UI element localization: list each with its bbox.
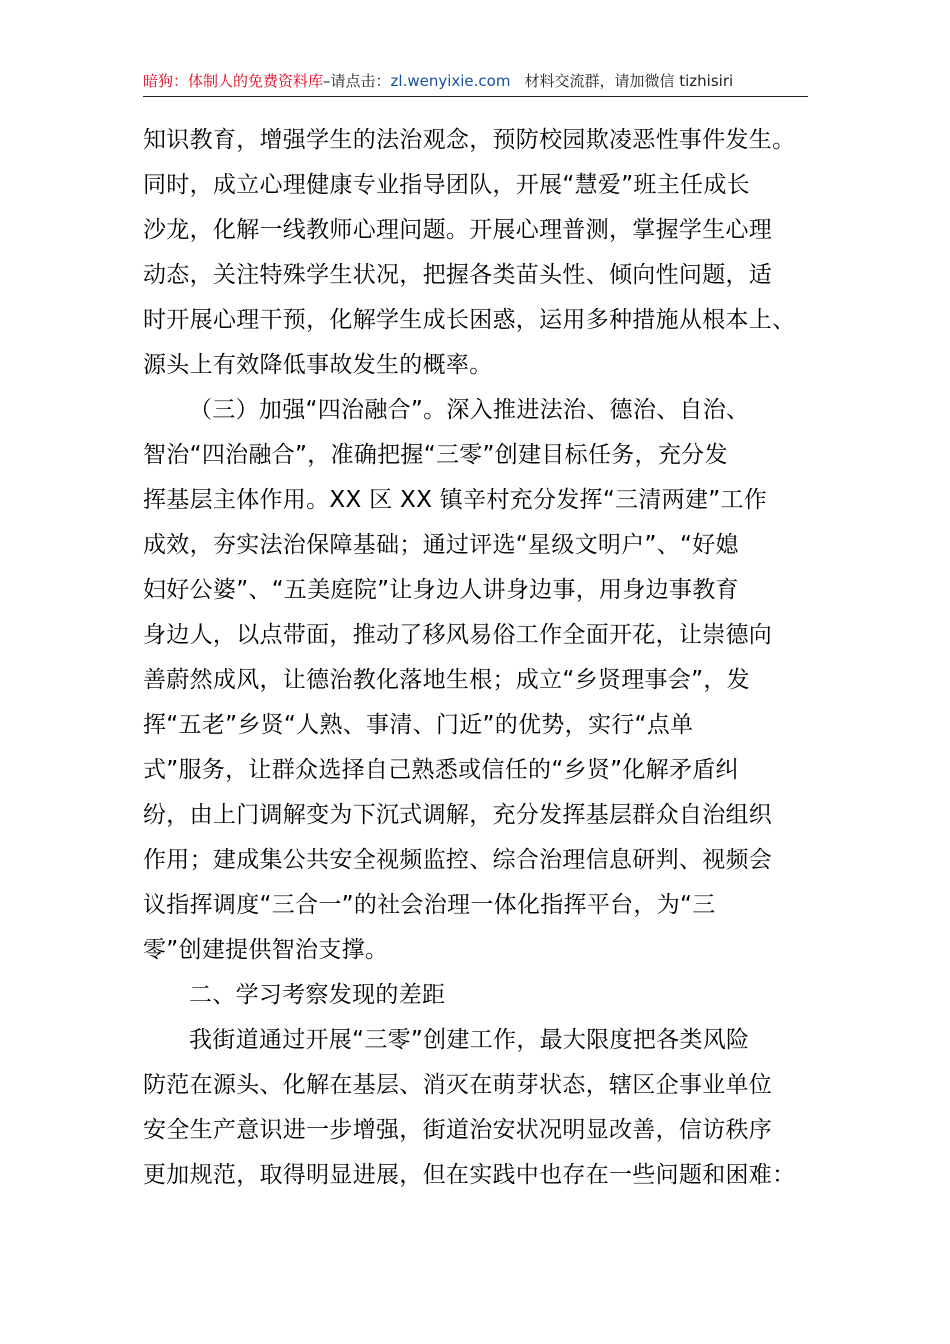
text-line: 纷，由上门调解变为下沉式调解，充分发挥基层群众自治组织 <box>143 802 773 828</box>
header-brand: 暗狗：体制人的免费资料库 <box>143 72 324 90</box>
text-line: 动态，关注特殊学生状况，把握各类苗头性、倾向性问题，适 <box>143 262 773 288</box>
text-line: 挥基层主体作用。XX 区 XX 镇辛村充分发挥“三清两建”工作 <box>143 487 768 513</box>
text-line: 式”服务，让群众选择自己熟悉或信任的“乡贤”化解矛盾纠 <box>143 757 739 783</box>
section-heading: 二、学习考察发现的差距 <box>189 982 446 1008</box>
text-line: 零”创建提供智治支撑。 <box>143 937 389 963</box>
text-line: 挥“五老”乡贤“人熟、事清、门近”的优势，实行“点单 <box>143 712 694 738</box>
header-note: 材料交流群，请加微信 tizhisiri <box>524 72 734 90</box>
text-line: 同时，成立心理健康专业指导团队，开展“慧爱”班主任成长 <box>143 172 750 198</box>
text-line: 议指挥调度“三合一”的社会治理一体化指挥平台，为“三 <box>143 892 716 918</box>
text-line: 成效，夯实法治保障基础；通过评选“星级文明户”、“好媳 <box>143 532 739 558</box>
header-separator: –请点击： <box>323 72 391 90</box>
text-line: 防范在源头、化解在基层、消灭在萌芽状态，辖区企事业单位 <box>143 1072 773 1098</box>
header-link[interactable]: zl.wenyixie.com <box>390 72 511 90</box>
text-line: 我街道通过开展“三零”创建工作，最大限度把各类风险 <box>189 1027 750 1053</box>
section-heading-line: （三）加强“四治融合”。深入推进法治、德治、自治、 <box>189 397 750 423</box>
text-line: 妇好公婆”、“五美庭院”让身边人讲身边事，用身边事教育 <box>143 577 739 603</box>
text-line: 更加规范，取得明显进展，但在实践中也存在一些问题和困难： <box>143 1162 796 1188</box>
text-line: 善蔚然成风，让德治教化落地生根；成立“乡贤理事会”，发 <box>143 667 750 693</box>
text-line: 知识教育，增强学生的法治观念，预防校园欺凌恶性事件发生。 <box>143 127 796 153</box>
text-line: 源头上有效降低事故发生的概率。 <box>143 352 493 378</box>
text-line: 智治“四治融合”，准确把握“三零”创建目标任务，充分发 <box>143 442 728 468</box>
page-header <box>143 66 808 97</box>
text-line: 时开展心理干预，化解学生成长困惑，运用多种措施从根本上、 <box>143 307 796 333</box>
text-line: 安全生产意识进一步增强，街道治安状况明显改善，信访秩序 <box>143 1117 773 1143</box>
text-line: 作用；建成集公共安全视频监控、综合治理信息研判、视频会 <box>143 847 773 873</box>
text-line: 沙龙，化解一线教师心理问题。开展心理普测，掌握学生心理 <box>143 217 773 243</box>
document-body <box>143 118 808 1198</box>
text-line: 身边人，以点带面，推动了移风易俗工作全面开花，让崇德向 <box>143 622 773 648</box>
